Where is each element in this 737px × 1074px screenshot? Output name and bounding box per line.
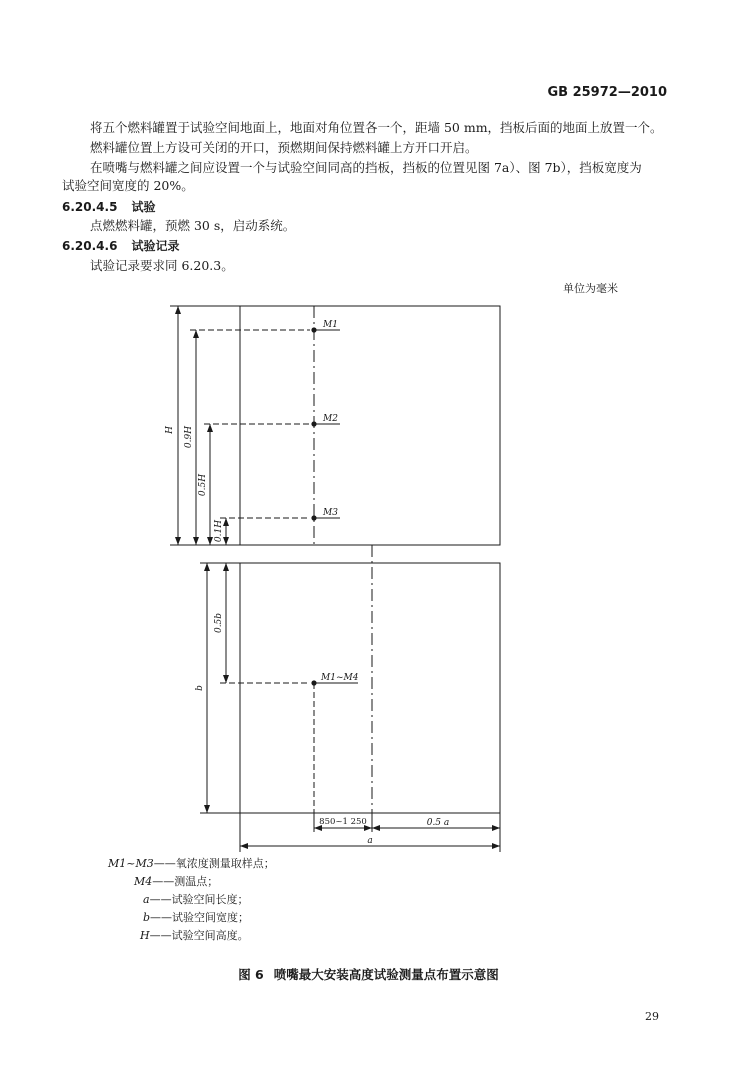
section-title: 试验 [131, 200, 156, 214]
paragraph-opening: 燃料罐位置上方设可关闭的开口，预燃期间保持燃料罐上方开口开启。 [90, 140, 478, 155]
measure-point-m3 [311, 515, 316, 520]
label-0-5b: 0.5b [214, 612, 224, 634]
caption-number: 图 6 [238, 967, 264, 982]
legend-symbol: b [143, 911, 151, 924]
paragraph-fuel-cans: 将五个燃料罐置于试验空间地面上，地面对角位置各一个，距墙 50 mm，挡板后面的地面上放置一个。 [90, 120, 663, 135]
legend-desc: ——测温点； [152, 875, 219, 888]
page-number: 29 [645, 1010, 659, 1023]
label-M1-M4: M1~M4 [321, 673, 359, 683]
legend-symbol: M1~M3 [108, 857, 154, 870]
label-850-1250: 850~1 250 [319, 817, 367, 827]
label-0-5H: 0.5H [198, 473, 208, 497]
legend-desc: ——试验空间高度。 [149, 929, 249, 942]
legend-item [108, 855, 275, 871]
paragraph-baffle: 在喷嘴与燃料罐之间应设置一个与试验空间同高的挡板，挡板的位置见图 7a）、图 7b），挡板宽度为 [90, 160, 642, 175]
legend-desc: ——试验空间宽度； [150, 911, 250, 924]
legend-item [140, 927, 249, 943]
elevation-rect [240, 306, 500, 545]
section-number: 6.20.4.6 [62, 239, 118, 253]
label-0-9H: 0.9H [184, 425, 194, 449]
unit-note: 单位为毫米 [563, 282, 618, 295]
section-text-6-20-4-6: 试验记录要求同 6.20.3。 [90, 258, 234, 273]
measure-point-m1-m4 [311, 680, 316, 685]
label-M1: M1 [323, 320, 338, 330]
legend-item [143, 891, 249, 907]
section-title: 试验记录 [131, 239, 180, 253]
label-H: H [165, 426, 175, 434]
legend-item [143, 909, 249, 925]
legend-symbol: a [143, 893, 150, 906]
label-a: a [367, 836, 373, 846]
legend-symbol: H [140, 929, 150, 942]
section-text-6-20-4-5: 点燃燃料罐，预燃 30 s，启动系统。 [90, 218, 296, 233]
figure-caption [0, 965, 737, 983]
label-0-5a: 0.5 a [426, 818, 450, 828]
caption-title: 喷嘴最大安装高度试验测量点布置示意图 [273, 967, 499, 982]
paragraph-baffle-cont: 试验空间宽度的 20%。 [62, 178, 194, 193]
label-b: b [195, 685, 205, 691]
section-number: 6.20.4.5 [62, 200, 118, 214]
measure-point-m1 [311, 327, 316, 332]
label-M2: M2 [323, 414, 338, 424]
measure-point-m2 [311, 421, 316, 426]
legend-symbol: M4 [134, 875, 153, 888]
legend-desc: ——氧浓度测量取样点； [153, 857, 275, 870]
label-0-1H: 0.1H [214, 519, 224, 543]
legend-item [134, 873, 218, 889]
plan-rect [240, 563, 500, 813]
legend-desc: ——试验空间长度； [149, 893, 249, 906]
label-M3: M3 [323, 508, 338, 518]
standard-number: GB 25972—2010 [547, 85, 667, 100]
